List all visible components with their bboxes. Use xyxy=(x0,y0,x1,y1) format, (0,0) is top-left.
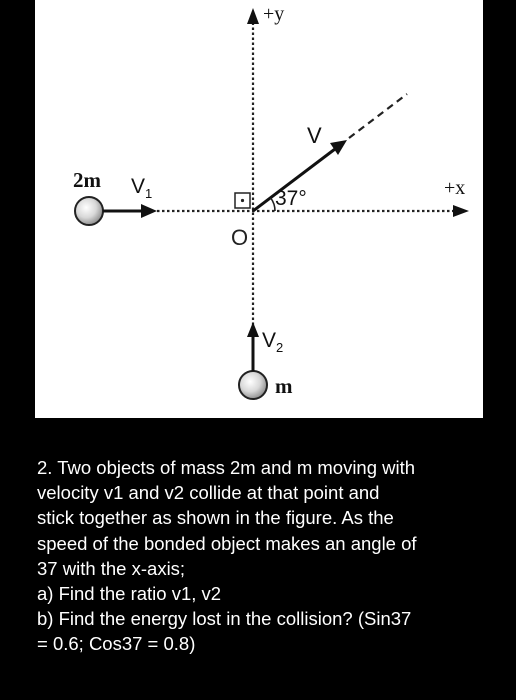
result-velocity-label: V xyxy=(307,123,322,148)
question-part-a: a) Find the ratio v1, v2 xyxy=(37,583,222,605)
x-axis-arrowhead xyxy=(453,205,469,217)
x-axis-label: +x xyxy=(444,177,466,199)
v1-label: $V_1$ xyxy=(131,175,153,201)
question-line: 37 with the x-axis; xyxy=(37,557,186,579)
question-line: 2. Two objects of mass 2m and m moving with xyxy=(37,457,416,478)
y-axis-arrowhead xyxy=(247,8,259,24)
v2-label: $V_2$ xyxy=(262,329,284,355)
question-line: stick together as shown in the figure. As the xyxy=(37,507,394,529)
object2-ball xyxy=(239,371,267,399)
question-text xyxy=(37,455,487,657)
figure-panel xyxy=(35,0,483,418)
origin-label: O xyxy=(231,225,249,250)
y-axis-label: +y xyxy=(263,3,285,25)
angle-label: 37° xyxy=(275,187,307,210)
collision-diagram xyxy=(35,0,483,418)
result-path-dashed xyxy=(349,94,407,138)
v1-arrowhead xyxy=(141,204,157,218)
object2-mass-label: m xyxy=(275,374,293,398)
object1-ball xyxy=(75,197,103,225)
question-line: speed of the bonded object makes an angle of xyxy=(37,532,417,554)
question-line: velocity v1 and v2 collide at that point and xyxy=(37,482,380,504)
object1-mass-label: 2m xyxy=(73,168,101,192)
v2-arrowhead xyxy=(247,322,259,337)
result-velocity-arrowhead xyxy=(330,140,347,155)
question-given-values: = 0.6; Cos37 = 0.8) xyxy=(37,633,196,655)
question-part-b: b) Find the energy lost in the collision? (Sin37 xyxy=(37,608,412,630)
